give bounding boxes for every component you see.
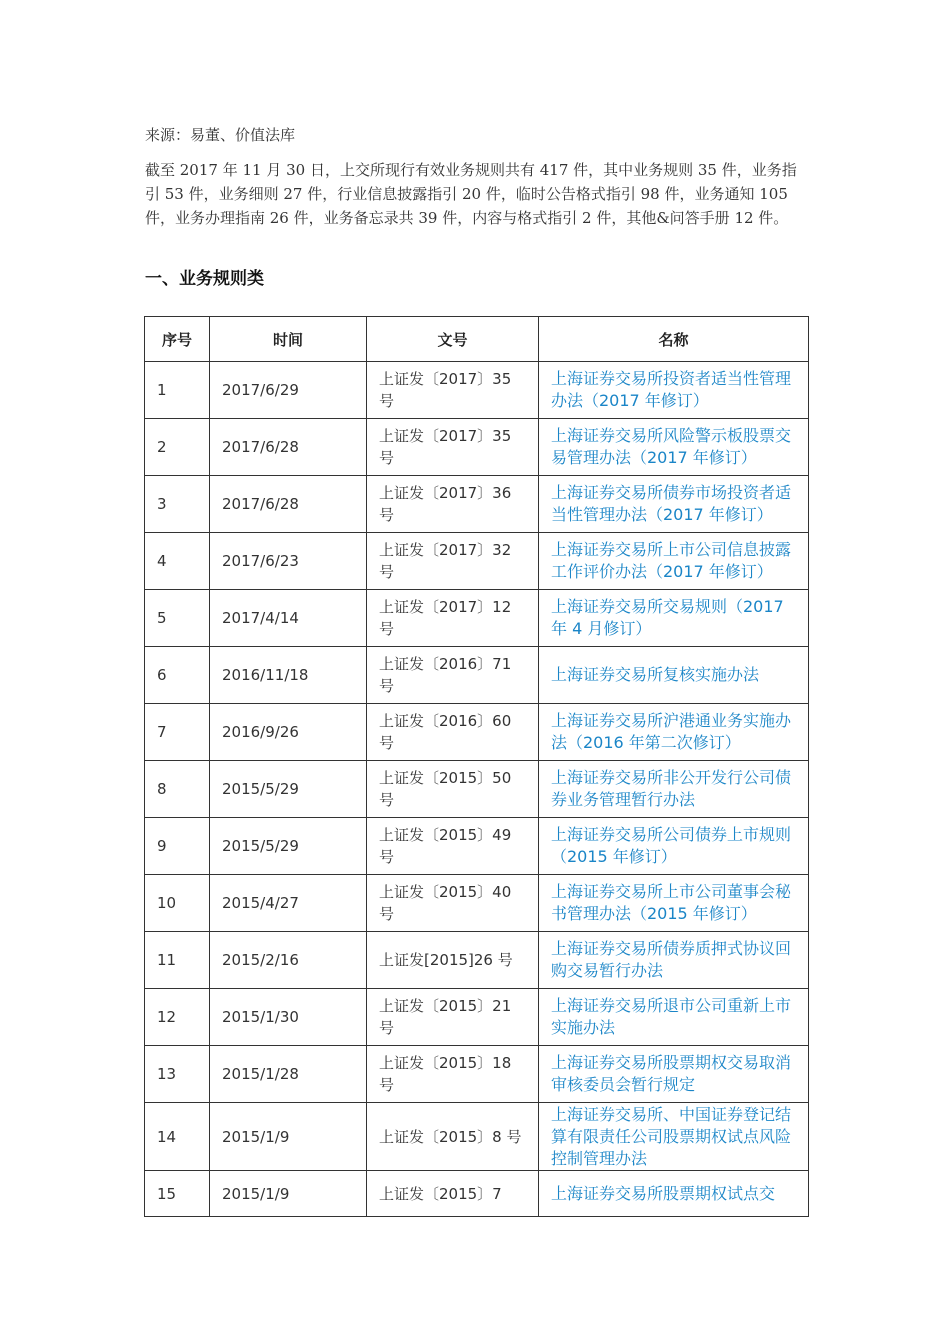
table-row xyxy=(145,362,809,419)
cell-date: 2017/6/28 xyxy=(210,476,367,533)
cell-no: 14 xyxy=(145,1103,210,1171)
cell-name-link[interactable]: 上海证券交易所复核实施办法 xyxy=(539,647,809,704)
table-row xyxy=(145,932,809,989)
cell-name-link[interactable]: 上海证券交易所公司债券上市规则（2015 年修订） xyxy=(539,818,809,875)
cell-no: 9 xyxy=(145,818,210,875)
cell-date: 2015/1/28 xyxy=(210,1046,367,1103)
header-date: 时间 xyxy=(210,317,367,362)
table-row xyxy=(145,419,809,476)
cell-date: 2017/6/23 xyxy=(210,533,367,590)
cell-date: 2015/1/30 xyxy=(210,989,367,1046)
cell-name-link[interactable]: 上海证券交易所债券质押式协议回购交易暂行办法 xyxy=(539,932,809,989)
cell-date: 2016/11/18 xyxy=(210,647,367,704)
cell-docno: 上证发〔2017〕12 号 xyxy=(367,590,539,647)
cell-date: 2015/2/16 xyxy=(210,932,367,989)
cell-docno: 上证发〔2016〕60 号 xyxy=(367,704,539,761)
source-line: 来源：易董、价值法库 xyxy=(145,126,296,144)
cell-name-link[interactable]: 上海证券交易所退市公司重新上市实施办法 xyxy=(539,989,809,1046)
cell-no: 10 xyxy=(145,875,210,932)
cell-name-link[interactable]: 上海证券交易所、中国证券登记结算有限责任公司股票期权试点风险控制管理办法 xyxy=(539,1103,809,1171)
cell-docno: 上证发〔2015〕50 号 xyxy=(367,761,539,818)
table-row xyxy=(145,590,809,647)
cell-name-link[interactable]: 上海证券交易所投资者适当性管理办法（2017 年修订） xyxy=(539,362,809,419)
table-row xyxy=(145,647,809,704)
cell-no: 1 xyxy=(145,362,210,419)
cell-docno: 上证发[2015]26 号 xyxy=(367,932,539,989)
cell-no: 2 xyxy=(145,419,210,476)
cell-name-link[interactable]: 上海证券交易所上市公司董事会秘书管理办法（2015 年修订） xyxy=(539,875,809,932)
cell-name-link[interactable]: 上海证券交易所非公开发行公司债券业务管理暂行办法 xyxy=(539,761,809,818)
cell-name-link[interactable]: 上海证券交易所交易规则（2017 年 4 月修订） xyxy=(539,590,809,647)
cell-date: 2015/1/9 xyxy=(210,1103,367,1171)
cell-docno: 上证发〔2015〕49 号 xyxy=(367,818,539,875)
table-body xyxy=(145,362,809,1217)
cell-date: 2017/4/14 xyxy=(210,590,367,647)
cell-docno: 上证发〔2015〕40 号 xyxy=(367,875,539,932)
table-row xyxy=(145,1103,809,1171)
table-header-row xyxy=(145,317,809,362)
cell-date: 2015/1/9 xyxy=(210,1171,367,1217)
cell-docno: 上证发〔2017〕32 号 xyxy=(367,533,539,590)
table-row xyxy=(145,1171,809,1217)
rules-table xyxy=(144,316,809,1217)
table-row xyxy=(145,989,809,1046)
cell-name-link[interactable]: 上海证券交易所上市公司信息披露工作评价办法（2017 年修订） xyxy=(539,533,809,590)
cell-docno: 上证发〔2015〕7 xyxy=(367,1171,539,1217)
cell-no: 3 xyxy=(145,476,210,533)
table-row xyxy=(145,1046,809,1103)
cell-name-link[interactable]: 上海证券交易所风险警示板股票交易管理办法（2017 年修订） xyxy=(539,419,809,476)
table-row xyxy=(145,818,809,875)
cell-no: 15 xyxy=(145,1171,210,1217)
cell-no: 7 xyxy=(145,704,210,761)
cell-docno: 上证发〔2017〕36 号 xyxy=(367,476,539,533)
header-no: 序号 xyxy=(145,317,210,362)
cell-no: 5 xyxy=(145,590,210,647)
cell-docno: 上证发〔2017〕35 号 xyxy=(367,419,539,476)
cell-name-link[interactable]: 上海证券交易所股票期权试点交 xyxy=(539,1171,809,1217)
cell-docno: 上证发〔2015〕8 号 xyxy=(367,1103,539,1171)
intro-paragraph: 截至 2017 年 11 月 30 日，上交所现行有效业务规则共有 417 件，其中业务规则 35 件，业务指引 53 件，业务细则 27 件，行业信息披露指引 20 件，临时公告格式指引 98 件，业务通知 105 件，业务办理指南 26 件，业务备忘录共 39 件，内容与格式指引 2 件，其他&问答手册 12 件。 xyxy=(145,161,797,227)
header-docno: 文号 xyxy=(367,317,539,362)
cell-date: 2015/5/29 xyxy=(210,818,367,875)
table-row xyxy=(145,704,809,761)
cell-name-link[interactable]: 上海证券交易所股票期权交易取消审核委员会暂行规定 xyxy=(539,1046,809,1103)
cell-no: 13 xyxy=(145,1046,210,1103)
cell-no: 8 xyxy=(145,761,210,818)
table-row xyxy=(145,476,809,533)
cell-docno: 上证发〔2015〕21 号 xyxy=(367,989,539,1046)
cell-no: 4 xyxy=(145,533,210,590)
section-title: 一、业务规则类 xyxy=(145,269,264,289)
cell-no: 12 xyxy=(145,989,210,1046)
header-name: 名称 xyxy=(539,317,809,362)
cell-name-link[interactable]: 上海证券交易所沪港通业务实施办法（2016 年第二次修订） xyxy=(539,704,809,761)
cell-docno: 上证发〔2016〕71 号 xyxy=(367,647,539,704)
cell-no: 11 xyxy=(145,932,210,989)
cell-docno: 上证发〔2017〕35 号 xyxy=(367,362,539,419)
table-row xyxy=(145,533,809,590)
cell-no: 6 xyxy=(145,647,210,704)
cell-docno: 上证发〔2015〕18 号 xyxy=(367,1046,539,1103)
cell-date: 2015/4/27 xyxy=(210,875,367,932)
table-row xyxy=(145,875,809,932)
cell-name-link[interactable]: 上海证券交易所债券市场投资者适当性管理办法（2017 年修订） xyxy=(539,476,809,533)
cell-date: 2017/6/28 xyxy=(210,419,367,476)
cell-date: 2016/9/26 xyxy=(210,704,367,761)
cell-date: 2017/6/29 xyxy=(210,362,367,419)
cell-date: 2015/5/29 xyxy=(210,761,367,818)
table-row xyxy=(145,761,809,818)
